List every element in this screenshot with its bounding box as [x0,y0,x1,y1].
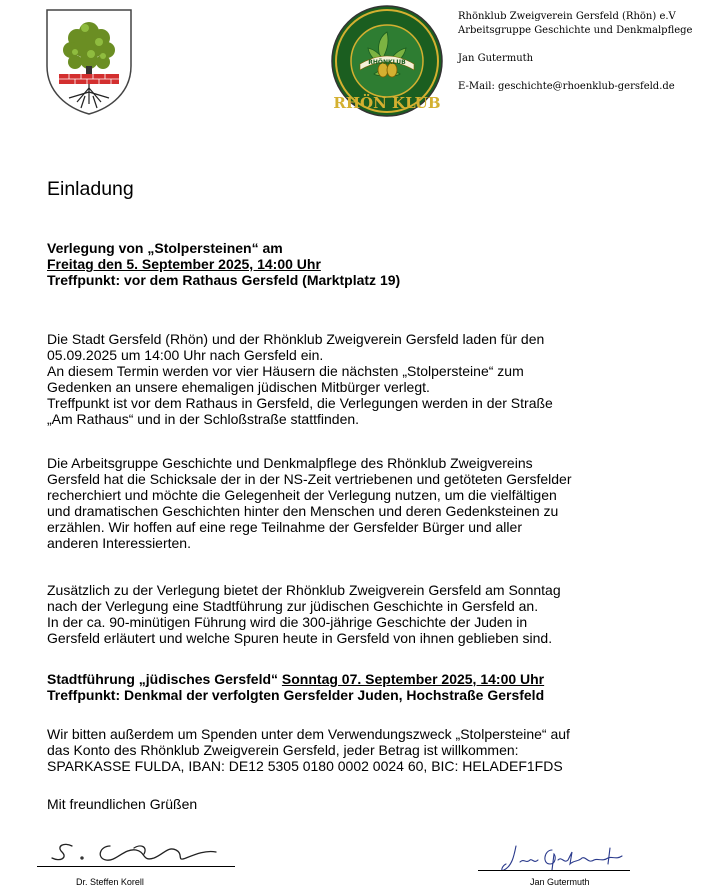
text-line: Zusätzlich zu der Verlegung bietet der Rhönklub Zweigverein Gersfeld am Sonntag [47,582,561,598]
text-line: erzählen. Wir hoffen auf eine rege Teilnahme der Gersfelder Bürger und aller [47,519,522,536]
text-line: Gedenken an unsere ehemaligen jüdischen Mitbürger verlegt. [47,379,430,396]
header-contact-block [458,10,692,94]
text-line: das Konto des Rhönklub Zweigverein Gersfeld, jeder Betrag ist willkommen: [47,742,519,759]
signature-line-left [37,866,235,867]
event-block [47,240,687,288]
text-line: Die Stadt Gersfeld (Rhön) und der Rhönklub Zweigverein Gersfeld laden für den [47,331,545,347]
text-line: In der ca. 90-minütigen Führung wird die 300-jährige Geschichte der Juden in [47,614,528,631]
text-line: Gersfeld erläutert und welche Spuren heute in Gersfeld von ihnen geblieben sind. [47,630,553,647]
text-line: Treffpunkt ist vor dem Rathaus in Gersfeld, die Verlegungen werden in der Straße [47,395,553,412]
text-line: nach der Verlegung eine Stadtführung zur jüdischen Geschichte in Gersfeld an. [47,598,539,615]
text-line: Gersfeld hat die Schicksale der in der NS-Zeit vertriebenen und getöteten Gersfelder [47,471,572,488]
event-date: Freitag den 5. September 2025, 14:00 Uhr [47,256,321,273]
group-name: Arbeitsgruppe Geschichte und Denkmalpflege [458,25,693,36]
svg-text:RHÖN KLUB: RHÖN KLUB [333,94,441,112]
page-title: Einladung [47,178,134,200]
closing-greeting: Mit freundlichen Grüßen [47,796,198,812]
signature-line-right [478,870,630,871]
tour-line [47,671,687,687]
tour-date: Sonntag 07. September 2025, 14:00 Uhr [281,671,545,687]
text-line: „Am Rathaus“ und in der Schloßstraße stattfinden. [47,411,360,428]
tour-block [47,671,687,703]
tour-name: Stadtführung „jüdisches Gersfeld“ [47,671,279,687]
town-crest-logo [45,8,133,116]
paragraph-city-tour [47,582,687,646]
event-meeting-point: Treffpunkt: vor dem Rathaus Gersfeld (Marktplatz 19) [47,272,401,289]
paragraph-working-group [47,455,687,552]
signature-name-left: Dr. Steffen Korell [76,877,144,887]
contact-email[interactable]: E-Mail: geschichte@rhoenklub-gersfeld.de [458,81,675,92]
text-line: Wir bitten außerdem um Spenden unter dem Verwendungszweck „Stolpersteine“ auf [47,726,570,742]
text-line: 05.09.2025 um 14:00 Uhr nach Gersfeld ein. [47,347,324,364]
paragraph-invitation [47,331,687,428]
text-line: und dramatischen Geschichten hinter den Menschen und deren Gedenksteinen zu [47,503,559,520]
text-line: recherchiert und möchte die Gelegenheit der Verlegung nutzen, um die vielfältigen [47,487,557,504]
rhoenklub-logo [330,4,444,118]
text-line: An diesem Termin werden vor vier Häusern die nächsten „Stolpersteine“ zum [47,363,524,380]
svg-text:RHÖNKLUB: RHÖNKLUB [368,59,406,66]
bank-details: SPARKASSE FULDA, IBAN: DE12 5305 0180 0002 0024 60, BIC: HELADEF1FDS [47,758,563,775]
org-name: Rhönklub Zweigverein Gersfeld (Rhön) e.V [458,11,676,22]
text-line: anderen Interessierten. [47,535,191,552]
text-line: Die Arbeitsgruppe Geschichte und Denkmalpflege des Rhönklub Zweigvereins [47,455,533,471]
contact-person: Jan Gutermuth [458,53,534,64]
event-title: Verlegung von „Stolpersteinen“ am [47,240,283,256]
tour-meeting-point: Treffpunkt: Denkmal der verfolgten Gersfelder Juden, Hochstraße Gersfeld [47,687,545,704]
paragraph-donations [47,726,687,774]
signature-name-right: Jan Gutermuth [530,877,590,887]
